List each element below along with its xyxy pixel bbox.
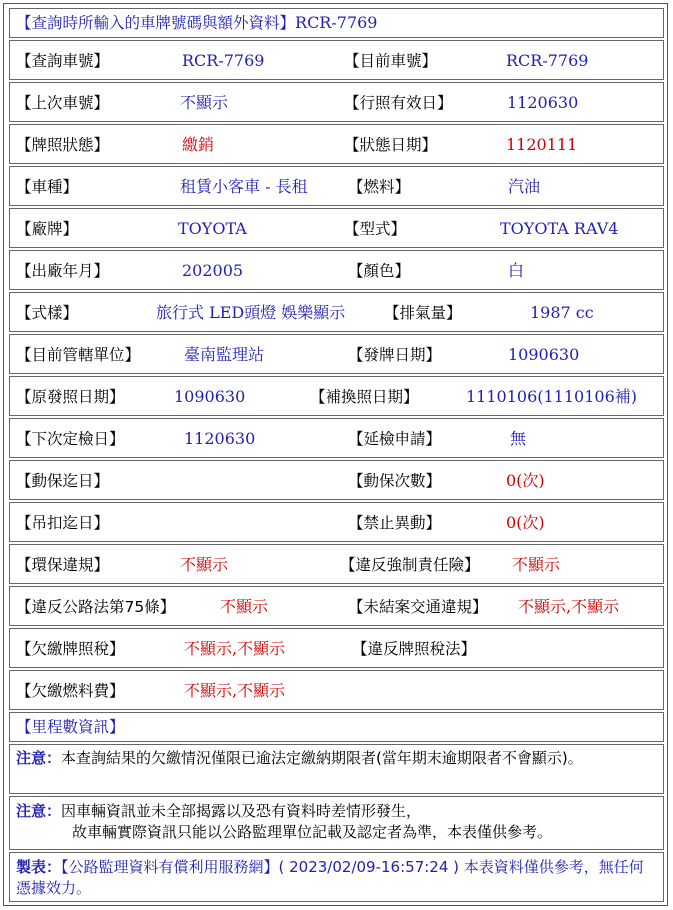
footer-text: 【公路監理資料有償利用服務網】( 2023/02/09-16:57:24 ) 本表資料僅供參考，無任何憑據效力。 [16,858,644,897]
value-fuel: 汽油 [508,177,541,196]
label-lien-count: 【動保次數】 [348,472,442,490]
value-body-style: 旅行式 LED頭燈 娛樂顯示 [156,303,346,322]
row-unpaid-license-tax [9,628,664,668]
label-license-tax-act-violation: 【違反牌照稅法】 [352,640,477,658]
value-displacement: 1987 cc [530,303,594,322]
label-lien-expiry: 【動保迄日】 [16,472,110,490]
label-original-license-date: 【原發照日期】 [16,388,125,406]
value-color: 白 [508,261,525,280]
row-previous-plate [9,82,664,122]
value-inspection-extension: 無 [510,429,527,448]
label-current-plate: 【目前車號】 [344,52,438,70]
label-plate-status: 【牌照狀態】 [16,136,110,154]
note-overdue-text: 本查詢結果的欠繳情況僅限已逾法定繳納期限者(當年期末逾期限者不會顯示)。 [61,749,583,767]
label-brand: 【廠牌】 [16,220,79,238]
value-original-license-date: 1090630 [174,387,246,406]
value-license-valid-date: 1120630 [507,93,579,112]
label-reissue-date: 【補換照日期】 [310,388,419,406]
value-lien-count: 0(次) [506,471,545,490]
value-brand: TOYOTA [178,219,247,238]
value-change-prohibition: 0(次) [506,513,545,532]
label-license-valid-date: 【行照有效日】 [344,94,453,112]
value-unpaid-fuel-fee: 不顯示,不顯示 [184,681,286,700]
footer-head: 製表： [16,858,62,876]
label-environmental-violation: 【環保違規】 [16,556,110,574]
report-title-text: 【查詢時所輸入的車牌號碼與額外資料】 [16,14,296,32]
row-environmental-violation [9,544,664,584]
note-disclaimer [9,796,664,850]
label-status-date: 【狀態日期】 [344,136,438,154]
label-manufacture-date: 【出廠年月】 [16,262,110,280]
row-highway-act-violation [9,586,664,626]
value-reissue-date: 1110106(1110106補) [466,387,638,406]
row-manufacture-date [9,250,664,290]
note-disclaimer-line1: 因車輛資訊並未全部揭露以及恐有資料時差情形發生， [61,802,422,820]
row-brand [9,208,664,248]
label-displacement: 【排氣量】 [384,304,462,322]
label-query-plate: 【查詢車號】 [16,52,110,70]
value-plate-status: 繳銷 [182,135,215,154]
label-model: 【型式】 [344,220,407,238]
report-footer [9,852,664,902]
row-original-license-date [9,376,664,416]
row-mileage-info [9,712,664,742]
label-inspection-extension: 【延檢申請】 [348,430,442,448]
label-unpaid-license-tax: 【欠繳牌照稅】 [16,640,125,658]
value-compulsory-insurance-violation: 不顯示 [512,555,561,574]
label-change-prohibition: 【禁止異動】 [348,514,442,532]
note-disclaimer-line2: 故車輛實際資訊只能以公路監理單位記載及認定者為準，本表僅供參考。 [72,823,553,841]
vehicle-report-sheet [3,3,668,906]
report-title-plate: RCR-7769 [295,13,378,32]
row-lien-expiry [9,460,664,500]
label-body-style: 【式樣】 [16,304,79,322]
label-suspension-expiry: 【吊扣迄日】 [16,514,110,532]
note-overdue [9,744,664,794]
label-pending-traffic-violation: 【未結案交通違規】 [348,598,488,616]
value-manufacture-date: 202005 [182,261,244,280]
label-compulsory-insurance-violation: 【違反強制責任險】 [340,556,480,574]
label-fuel: 【燃料】 [348,178,411,196]
row-suspension-expiry [9,502,664,542]
row-jurisdiction [9,334,664,374]
value-environmental-violation: 不顯示 [180,555,229,574]
value-jurisdiction: 臺南監理站 [184,345,265,364]
mileage-info-title: 【里程數資訊】 [16,718,125,736]
value-model: TOYOTA RAV4 [500,219,619,238]
label-color: 【顏色】 [348,262,411,280]
label-unpaid-fuel-fee: 【欠繳燃料費】 [16,682,125,700]
label-next-inspection: 【下次定檢日】 [16,430,125,448]
label-previous-plate: 【上次車號】 [16,94,110,112]
value-unpaid-license-tax: 不顯示,不顯示 [184,639,286,658]
value-issue-date: 1090630 [508,345,580,364]
value-pending-traffic-violation: 不顯示,不顯示 [518,597,620,616]
note-overdue-head: 注意： [16,749,62,767]
note-disclaimer-head: 注意： [16,802,62,820]
label-highway-act-violation: 【違反公路法第75條】 [16,598,176,616]
value-highway-act-violation: 不顯示 [220,597,269,616]
label-vehicle-type: 【車種】 [16,178,79,196]
value-previous-plate: 不顯示 [180,93,229,112]
row-query-plate [9,40,664,80]
value-query-plate: RCR-7769 [182,51,265,70]
value-current-plate: RCR-7769 [506,51,589,70]
row-vehicle-type [9,166,664,206]
row-next-inspection [9,418,664,458]
row-unpaid-fuel-fee [9,670,664,710]
report-title [16,13,377,33]
row-plate-status [9,124,664,164]
label-issue-date: 【發牌日期】 [348,346,442,364]
report-header-row [9,8,664,38]
row-body-style [9,292,664,332]
value-status-date: 1120111 [506,135,578,154]
value-vehicle-type: 租賃小客車 - 長租 [180,177,308,196]
value-next-inspection: 1120630 [184,429,256,448]
label-jurisdiction: 【目前管轄單位】 [16,346,141,364]
